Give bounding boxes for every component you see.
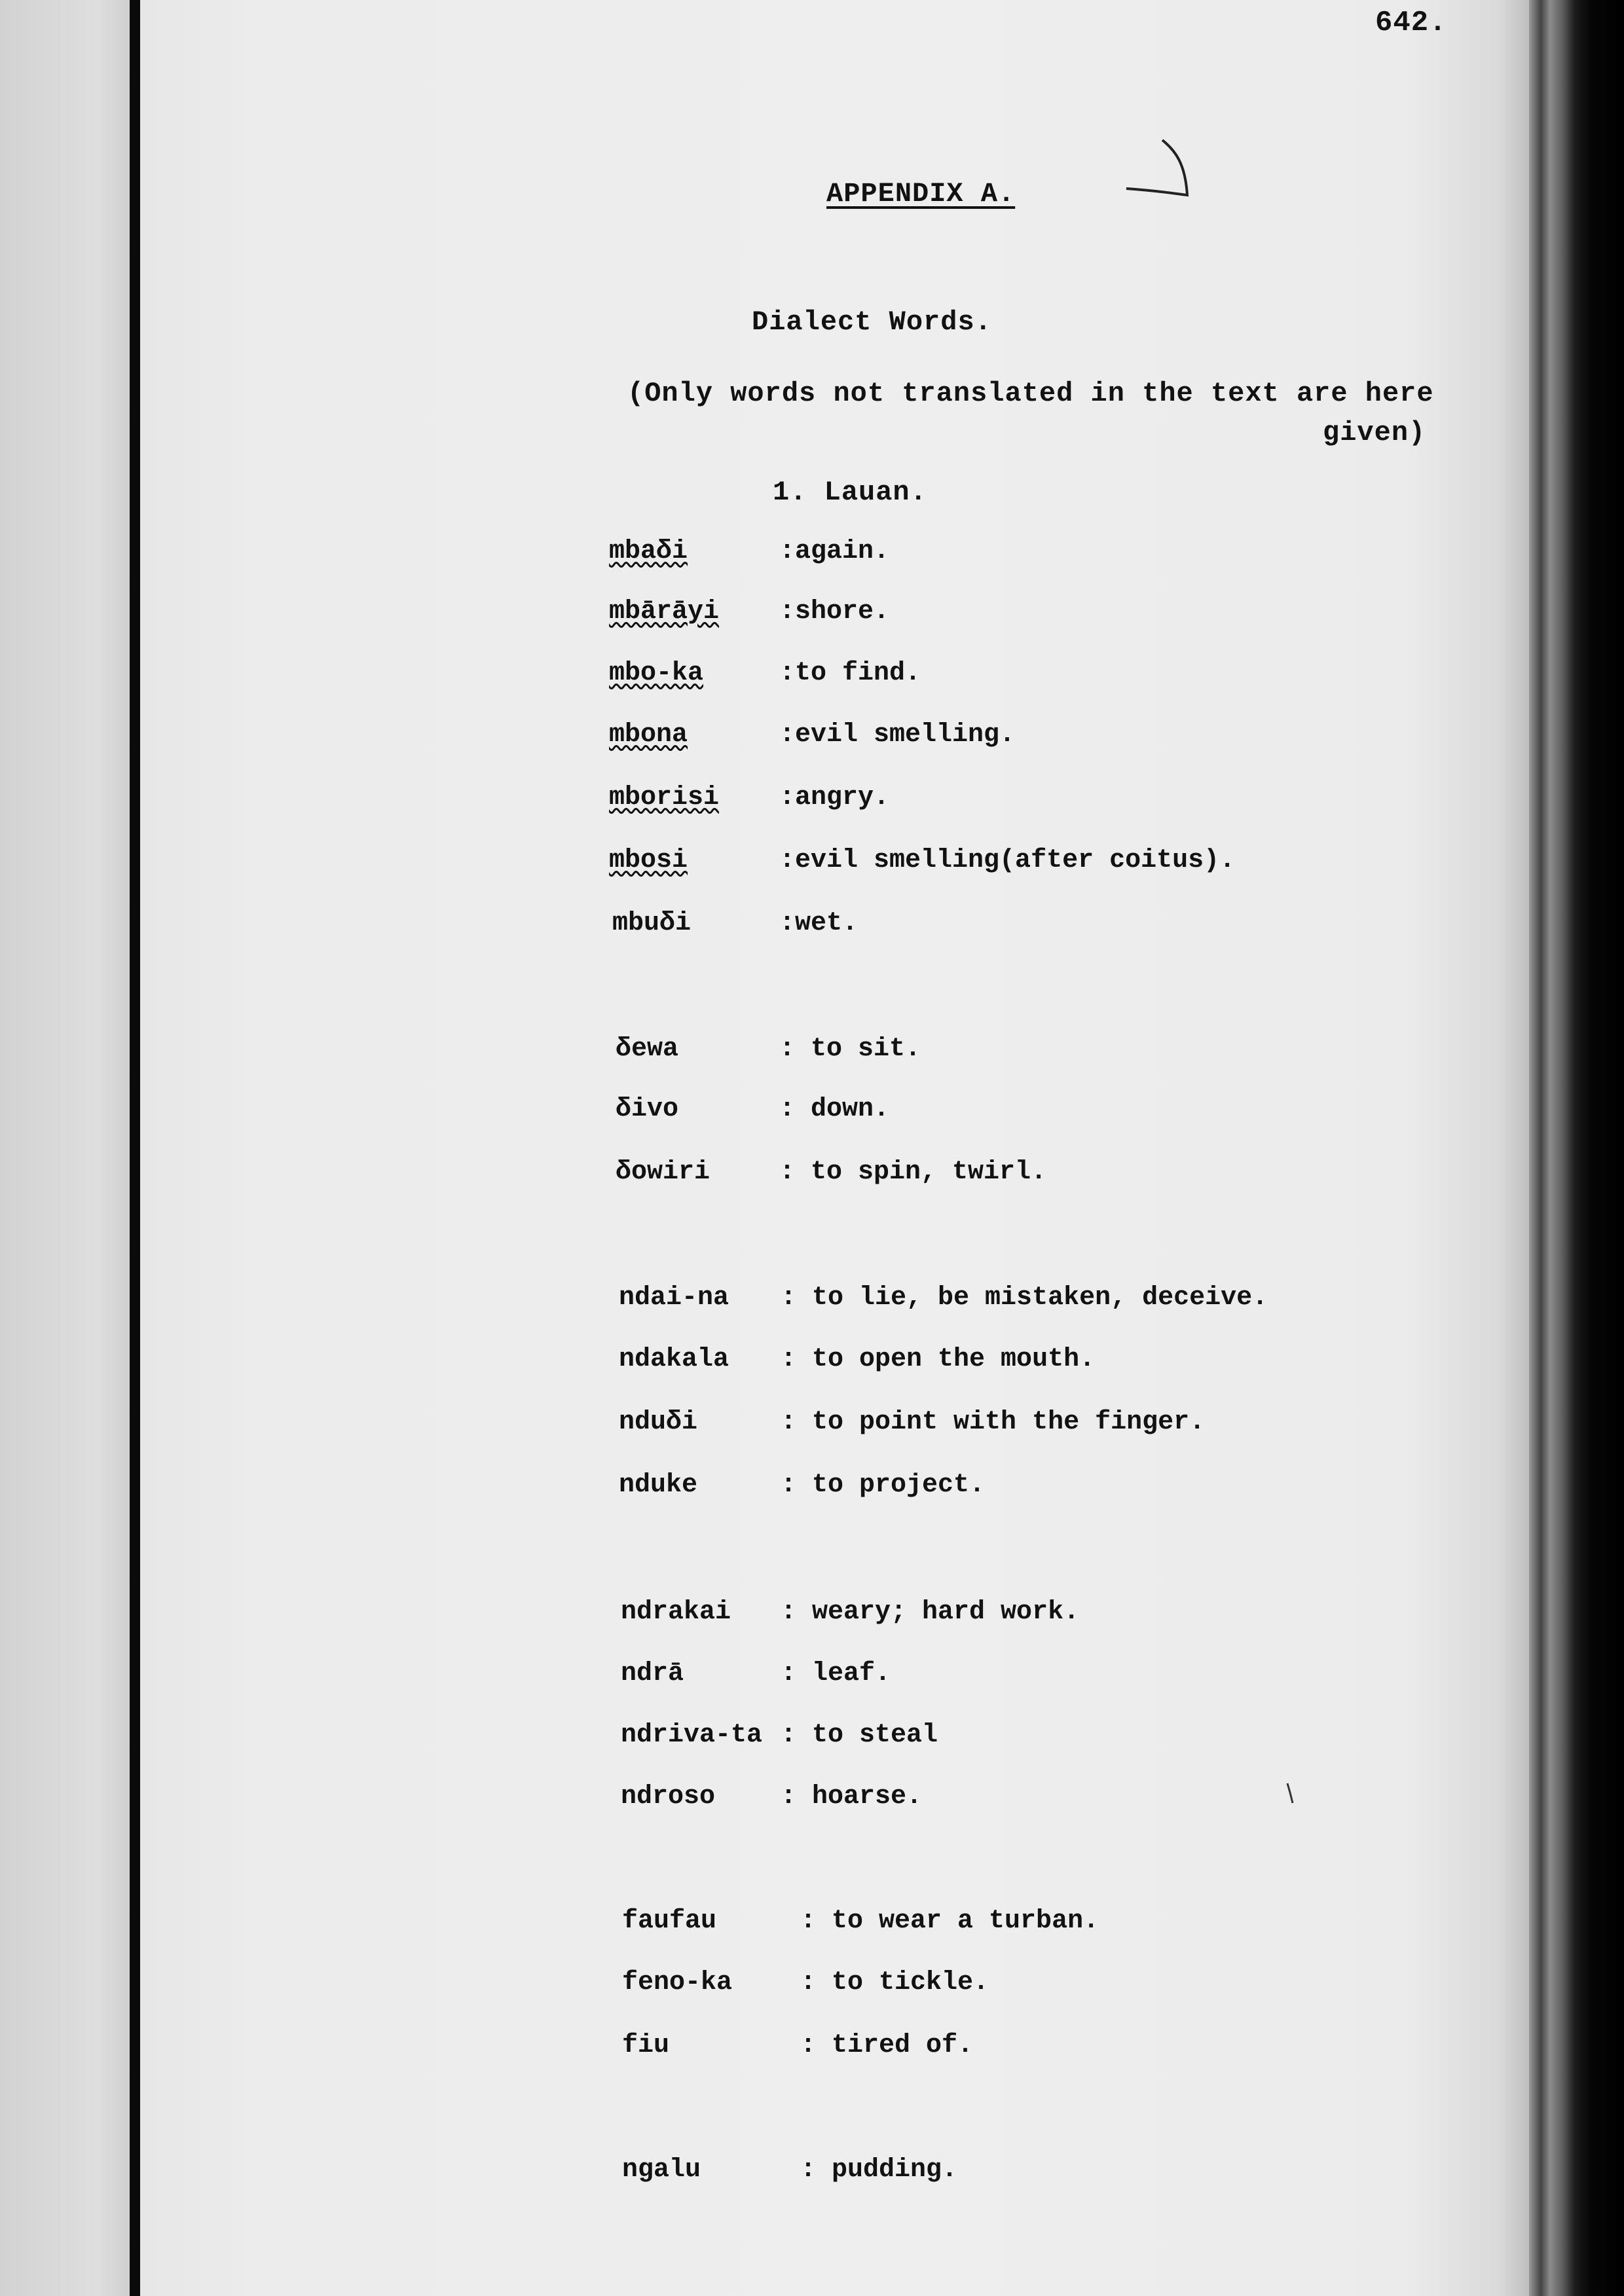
- entry-word: ndai-na: [619, 1283, 729, 1313]
- entry-word: mbaδi: [609, 537, 688, 566]
- appendix-title: APPENDIX A.: [826, 178, 1016, 210]
- entry-word: ndakala: [619, 1345, 729, 1374]
- entry-word: mbona: [609, 720, 688, 750]
- section-heading: Dialect Words.: [752, 306, 992, 338]
- entry-definition: : to spin, twirl.: [779, 1157, 1047, 1187]
- entry-definition: :evil smelling(after coitus).: [779, 846, 1236, 875]
- entry-word: ndroso: [621, 1782, 716, 1812]
- entry-word: nduke: [619, 1470, 698, 1500]
- entry-definition: : to tickle.: [800, 1968, 989, 1997]
- entry-definition: : tired of.: [800, 2031, 974, 2060]
- entry-word: ndrā: [621, 1659, 684, 1688]
- entry-word: mbo-ka: [609, 659, 704, 688]
- entry-definition: :again.: [779, 537, 890, 566]
- entry-word: mbārāyi: [609, 597, 720, 627]
- entry-word: fiu: [622, 2031, 670, 2060]
- entry-definition: :shore.: [779, 597, 890, 627]
- page-number: 642.: [1375, 7, 1447, 39]
- entry-definition: : to sit.: [779, 1034, 921, 1064]
- subsection-heading: 1. Lauan.: [773, 477, 927, 508]
- entry-definition: : pudding.: [800, 2155, 958, 2185]
- ink-tick-icon: [1283, 1781, 1303, 1807]
- entry-definition: :to find.: [779, 659, 921, 688]
- entry-word: faufau: [622, 1906, 717, 1936]
- entry-definition: : hoarse.: [781, 1782, 923, 1812]
- entry-definition: : to steal: [781, 1721, 938, 1750]
- entry-definition: : down.: [779, 1095, 890, 1124]
- entry-word: feno-ka: [622, 1968, 733, 1997]
- note-line-1: (Only words not translated in the text are here: [627, 378, 1434, 409]
- entry-word: mborisi: [609, 783, 720, 812]
- page-binding-edge: [1529, 0, 1624, 2296]
- entry-definition: : weary; hard work.: [781, 1597, 1080, 1627]
- entry-word: ngalu: [622, 2155, 701, 2185]
- entry-definition: :evil smelling.: [779, 720, 1016, 750]
- note-line-2: given): [1323, 417, 1426, 448]
- entry-definition: : to point with the finger.: [781, 1408, 1206, 1437]
- pen-mark-icon: [1123, 137, 1202, 210]
- entry-word: δowiri: [616, 1157, 710, 1187]
- entry-definition: :wet.: [779, 909, 858, 938]
- entry-word: δewa: [616, 1034, 679, 1064]
- entry-word: nduδi: [619, 1408, 698, 1437]
- entry-word: δivo: [616, 1095, 679, 1124]
- entry-definition: : to lie, be mistaken, deceive.: [781, 1283, 1268, 1313]
- entry-definition: : to wear a turban.: [800, 1906, 1099, 1936]
- entry-word: mbuδi: [612, 909, 692, 938]
- entry-definition: : to open the mouth.: [781, 1345, 1096, 1374]
- entry-word: ndriva-ta: [621, 1721, 763, 1750]
- left-margin-strip: [0, 0, 134, 2296]
- entry-definition: : to project.: [781, 1470, 986, 1500]
- entry-definition: : leaf.: [781, 1659, 891, 1688]
- entry-word: ndrakai: [621, 1597, 731, 1627]
- entry-definition: :angry.: [779, 783, 890, 812]
- entry-word: mbosi: [609, 846, 688, 875]
- left-margin-rule: [130, 0, 140, 2296]
